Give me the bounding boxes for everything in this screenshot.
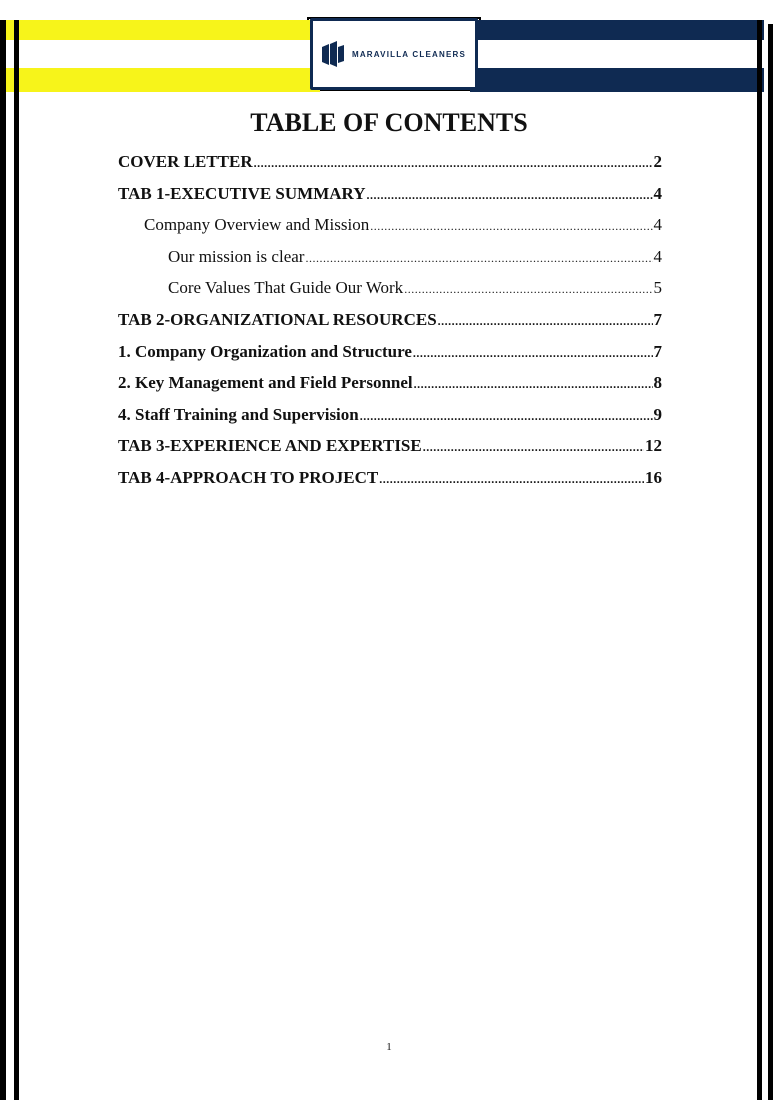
toc-entry[interactable] xyxy=(118,310,662,342)
toc-entry[interactable] xyxy=(118,184,662,216)
toc-entry-label: TAB 4-APPROACH TO PROJECT xyxy=(118,467,379,487)
toc-entry-page: 4 xyxy=(653,246,662,266)
toc-entry[interactable] xyxy=(118,436,662,468)
logo-mark-icon xyxy=(322,41,344,67)
toc-entry[interactable] xyxy=(118,405,662,437)
navy-stripe-bottom xyxy=(470,68,764,92)
toc-leader-dots xyxy=(360,409,653,424)
toc-entry-label: TAB 1-EXECUTIVE SUMMARY xyxy=(118,183,366,203)
toc-entry-page: 12 xyxy=(645,436,662,456)
toc-entry[interactable] xyxy=(118,247,662,279)
toc-leader-dots xyxy=(370,219,652,234)
left-border-inner xyxy=(14,20,19,1100)
toc-entry[interactable] xyxy=(118,373,662,405)
page-number: 1 xyxy=(386,1041,392,1053)
toc-entry-page: 4 xyxy=(653,215,662,235)
brand-name: MARAVILLA CLEANERS xyxy=(351,49,467,59)
left-border-outer xyxy=(0,20,6,1100)
toc-entry-page: 16 xyxy=(645,467,662,487)
yellow-stripe-bottom xyxy=(0,68,320,92)
toc-entry[interactable] xyxy=(118,342,662,374)
page-title: TABLE OF CONTENTS xyxy=(250,108,528,137)
toc-leader-dots xyxy=(367,188,653,203)
toc-entry[interactable] xyxy=(118,215,662,247)
toc-entry-page: 5 xyxy=(653,278,662,298)
toc-leader-dots xyxy=(413,346,653,361)
right-border-inner xyxy=(757,20,762,1100)
toc-entry[interactable] xyxy=(118,468,662,500)
navy-stripe-top xyxy=(470,20,764,40)
toc-entry-label: 1. Company Organization and Structure xyxy=(118,341,412,361)
toc-leader-dots xyxy=(305,251,652,266)
toc-entry-page: 9 xyxy=(653,404,662,424)
toc-entry[interactable] xyxy=(118,278,662,310)
toc-entry-label: Our mission is clear xyxy=(168,246,305,266)
toc-entry-page: 7 xyxy=(653,341,662,361)
toc-entry[interactable] xyxy=(118,152,662,184)
toc-entry-page: 2 xyxy=(653,152,662,171)
toc-entry-label: TAB 2-ORGANIZATIONAL RESOURCES xyxy=(118,309,437,329)
toc-entry-label: TAB 3-EXPERIENCE AND EXPERTISE xyxy=(118,436,422,456)
toc-leader-dots xyxy=(423,440,644,455)
company-logo xyxy=(310,18,478,90)
toc-leader-dots xyxy=(404,282,652,297)
toc-leader-dots xyxy=(438,314,653,329)
right-border-outer xyxy=(768,24,773,1100)
toc-entry-label: 4. Staff Training and Supervision xyxy=(118,404,359,424)
toc-entry-page: 4 xyxy=(653,183,662,203)
toc-entry-page: 8 xyxy=(653,373,662,393)
table-of-contents xyxy=(118,152,662,500)
toc-leader-dots xyxy=(379,472,644,487)
toc-entry-label: 2. Key Management and Field Personnel xyxy=(118,373,413,393)
toc-leader-dots xyxy=(254,156,653,171)
toc-leader-dots xyxy=(414,377,653,392)
toc-entry-label: Company Overview and Mission xyxy=(144,215,370,235)
toc-entry-page: 7 xyxy=(653,309,662,329)
toc-entry-label: Core Values That Guide Our Work xyxy=(168,278,404,298)
toc-entry-label: COVER LETTER xyxy=(118,152,253,171)
